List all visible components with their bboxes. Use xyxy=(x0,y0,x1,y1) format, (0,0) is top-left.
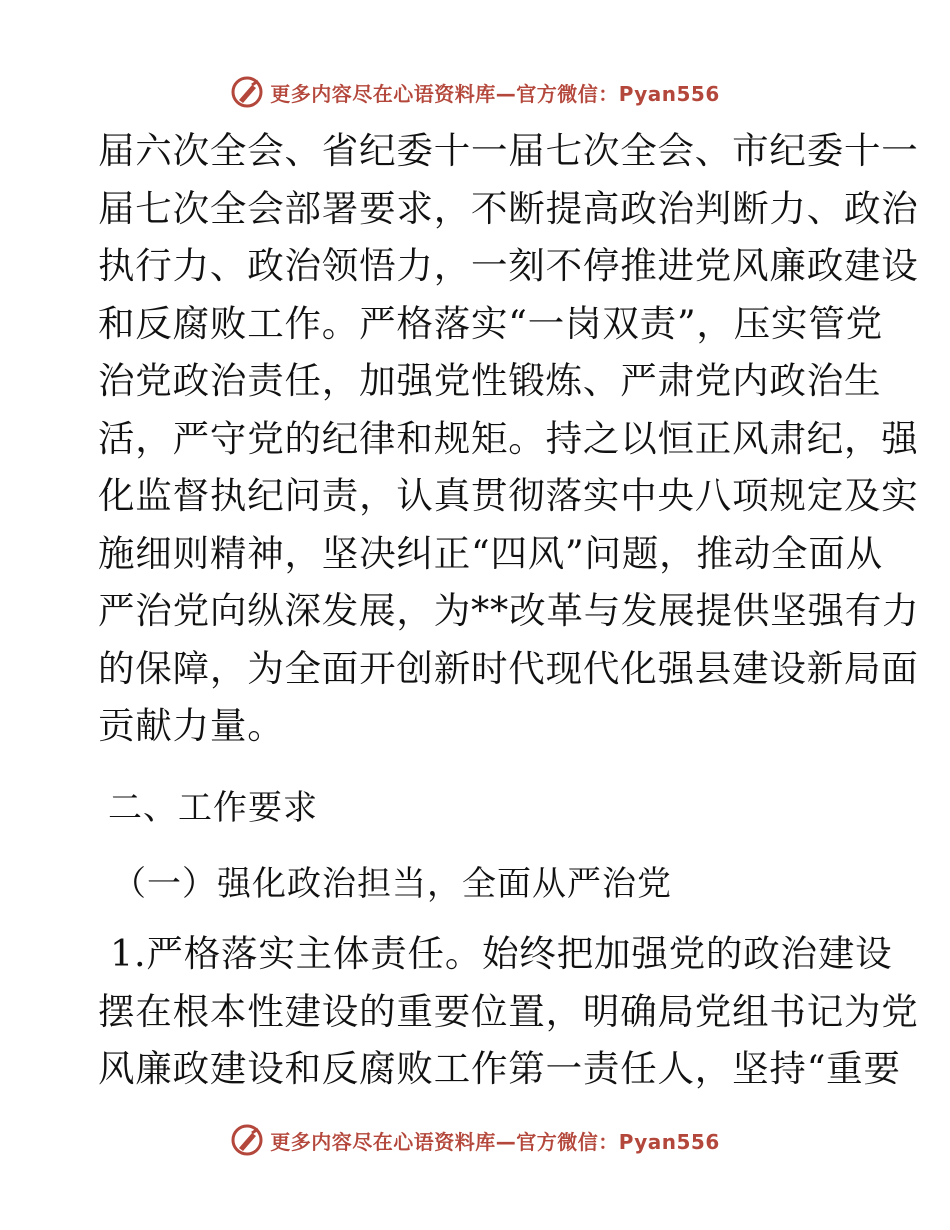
text-line: 严治党向纵深发展，为**改革与发展提供坚强有力 xyxy=(98,589,920,632)
text-line: 届七次全会部署要求，不断提高政治判断力、政治 xyxy=(98,186,919,230)
text-line: 贡献力量。 xyxy=(98,704,285,747)
header-watermark xyxy=(0,72,950,112)
text-line: 施细则精神，坚决纠正“四风”问题，推动全面从 xyxy=(98,531,883,575)
text-line: 和反腐败工作。严格落实“一岗双责”，压实管党 xyxy=(98,301,883,345)
text-line: 的保障，为全面开创新时代现代化强县建设新局面 xyxy=(98,646,919,690)
pen-logo-icon xyxy=(230,1123,264,1157)
text-line: 化监督执纪问责，认真贯彻落实中央八项规定及实 xyxy=(98,474,919,517)
text-line: 执行力、政治领悟力，一刻不停推进党风廉政建设 xyxy=(98,244,919,287)
section-heading: 二、工作要求 xyxy=(108,788,318,828)
pen-logo-icon xyxy=(230,75,264,109)
footer-watermark xyxy=(0,1120,950,1160)
text-line: 届六次全会、省纪委十一届七次全会、市纪委十一 xyxy=(98,129,919,172)
watermark-text: 更多内容尽在心语资料库—官方微信：Pyan556 xyxy=(270,1129,720,1154)
text-line: 风廉政建设和反腐败工作第一责任人，坚持“重要 xyxy=(98,1047,901,1090)
text-line: 活，严守党的纪律和规矩。持之以恒正风肃纪，强 xyxy=(98,416,919,460)
text-line: 摆在根本性建设的重要位置，明确局党组书记为党 xyxy=(98,989,919,1033)
paragraph-2 xyxy=(98,925,919,1098)
subsection-heading: （一）强化政治担当，全面从严治党 xyxy=(112,864,672,904)
text-line: 1.严格落实主体责任。始终把加强党的政治建设 xyxy=(110,932,893,975)
paragraph-1 xyxy=(98,122,920,755)
text-line: 治党政治责任，加强党性锻炼、严肃党内政治生 xyxy=(98,359,882,402)
watermark-text: 更多内容尽在心语资料库—官方微信：Pyan556 xyxy=(270,81,720,106)
